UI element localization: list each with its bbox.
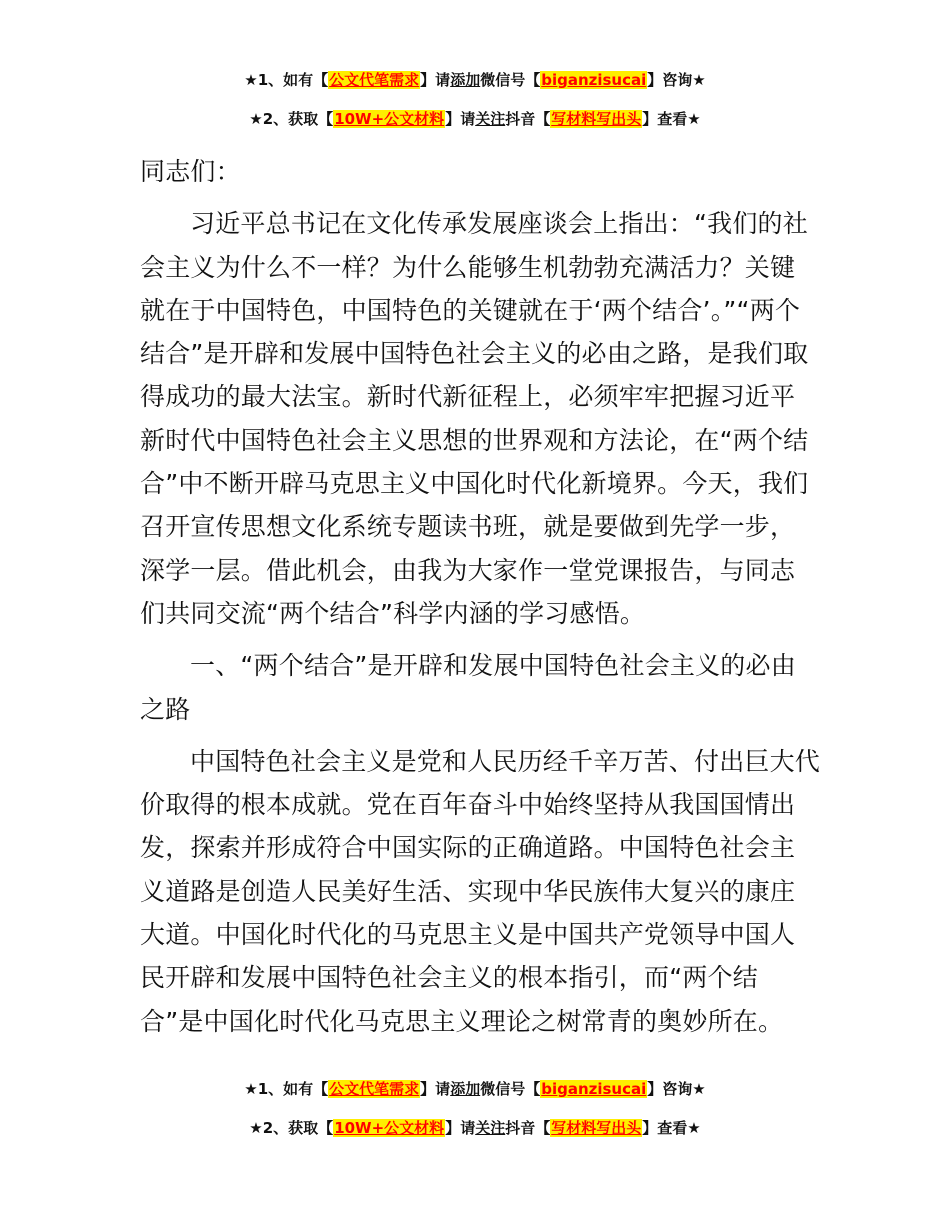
banner-text: 】请 xyxy=(420,1080,451,1098)
top-banner-line-1 xyxy=(0,69,950,90)
banner-text: ★2、获取【 xyxy=(249,1119,334,1137)
banner-douyin-id: 写材料写出头 xyxy=(551,110,642,128)
banner-highlight: 公文代笔需求 xyxy=(329,1080,420,1098)
banner-douyin-id: 写材料写出头 xyxy=(551,1119,642,1137)
banner-wechat-id: biganzisucai xyxy=(541,71,647,89)
banner-text: ★2、获取【 xyxy=(249,110,334,128)
document-body xyxy=(140,150,820,1043)
salutation: 同志们： xyxy=(140,157,241,186)
paragraph-section-1: 中国特色社会主义是党和人民历经千辛万苦、付出巨大代价取得的根本成就。党在百年奋斗中始终坚持从我国国情出发，探索并形成符合中国实际的正确道路。中国特色社会主义道路是创造人民美好生活、实现中华民族伟大复兴的康庄大道。中国化时代化的马克思主义是中国共产党领导中国人民开辟和发展中国特色社会主义的根本指引，而“两个结合”是中国化时代化马克思主义理论之树常青的奥妙所在。 xyxy=(140,746,821,1036)
top-banner-line-2 xyxy=(0,108,950,129)
banner-emphasis: 关注 xyxy=(475,1119,506,1137)
banner-wechat-id: biganzisucai xyxy=(541,1080,647,1098)
banner-text: 微信号【 xyxy=(480,71,541,89)
banner-text: ★1、如有【 xyxy=(244,1080,329,1098)
banner-text: 】请 xyxy=(445,1119,476,1137)
banner-text: 】咨询★ xyxy=(647,1080,706,1098)
banner-text: 抖音【 xyxy=(505,110,551,128)
banner-emphasis: 添加 xyxy=(450,1080,481,1098)
bottom-banner-line-1 xyxy=(0,1078,950,1099)
banner-text: 】请 xyxy=(445,110,476,128)
paragraph-intro: 习近平总书记在文化传承发展座谈会上指出：“我们的社会主义为什么不一样？为什么能够生机勃勃充满活力？关键就在于中国特色，中国特色的关键就在于‘两个结合’。”“两个结合”是开辟和发展中国特色社会主义的必由之路，是我们取得成功的最大法宝。新时代新征程上，必须牢牢把握习近平新时代中国特色社会主义思想的世界观和方法论，在“两个结合”中不断开辟马克思主义中国化时代化新境界。今天，我们召开宣传思想文化系统专题读书班，就是要做到先学一步，深学一层。借此机会，由我为大家作一堂党课报告，与同志们共同交流“两个结合”科学内涵的学习感悟。 xyxy=(140,209,809,628)
bottom-banner-line-2 xyxy=(0,1117,950,1138)
banner-text: 抖音【 xyxy=(505,1119,551,1137)
banner-text: 】查看★ xyxy=(642,110,701,128)
banner-emphasis: 添加 xyxy=(450,71,481,89)
banner-highlight: 10W+公文材料 xyxy=(334,110,445,128)
banner-text: 微信号【 xyxy=(480,1080,541,1098)
banner-text: 】查看★ xyxy=(642,1119,701,1137)
banner-highlight: 公文代笔需求 xyxy=(329,71,420,89)
banner-text: 】请 xyxy=(420,71,451,89)
banner-highlight: 10W+公文材料 xyxy=(334,1119,445,1137)
section-heading-1: 一、“两个结合”是开辟和发展中国特色社会主义的必由之路 xyxy=(140,651,796,724)
banner-emphasis: 关注 xyxy=(475,110,506,128)
banner-text: ★1、如有【 xyxy=(244,71,329,89)
banner-text: 】咨询★ xyxy=(647,71,706,89)
